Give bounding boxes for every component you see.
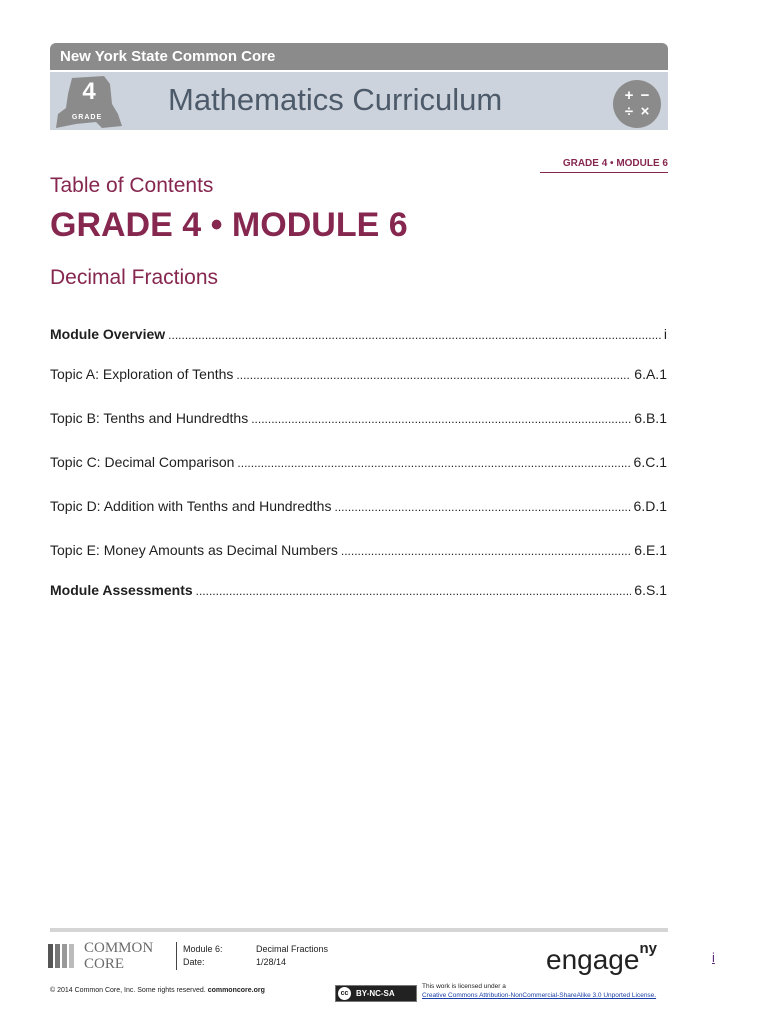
toc-entry-module-overview[interactable] — [50, 326, 667, 342]
toc-entry-topic-a[interactable] — [50, 366, 667, 382]
common-core-wordmark — [84, 940, 153, 972]
multiply-icon: × — [640, 103, 650, 120]
toc-entry-module-assessments[interactable] — [50, 582, 667, 598]
toc-label: Table of Contents — [50, 174, 214, 197]
divide-icon: ÷ — [624, 103, 634, 120]
cc-icon: cc — [338, 987, 351, 1000]
plus-icon: + — [624, 87, 634, 104]
toc-entry-page: 6.C.1 — [633, 454, 667, 470]
toc-entry-page: 6.B.1 — [634, 410, 667, 426]
toc-dot-leader — [168, 328, 661, 342]
toc-entry-label: Module Assessments — [50, 582, 193, 598]
header-banner-main — [50, 72, 668, 130]
footer-date-label: Date: — [183, 957, 205, 967]
toc-entry-page: 6.D.1 — [633, 498, 667, 514]
footer-copyright — [50, 987, 265, 994]
toc-entry-page: i — [663, 326, 667, 342]
curriculum-title: Mathematics Curriculum — [168, 82, 503, 117]
footer-separator — [176, 942, 177, 970]
footer-rule — [50, 928, 668, 932]
toc-entry-topic-c[interactable] — [50, 454, 667, 470]
common-core-logo-icon — [48, 942, 80, 970]
toc-entry-topic-e[interactable] — [50, 542, 667, 558]
common-core-word-2: CORE — [84, 956, 125, 972]
header-banner-top — [50, 43, 668, 70]
running-header-tag: GRADE 4 • MODULE 6 — [540, 158, 668, 173]
creative-commons-badge[interactable] — [335, 985, 417, 1002]
footer-module-value: Decimal Fractions — [256, 944, 329, 954]
engageny-logo[interactable] — [546, 940, 657, 976]
module-subtitle: Decimal Fractions — [50, 266, 219, 289]
module-heading: GRADE 4 • MODULE 6 — [50, 206, 408, 244]
toc-dot-leader — [196, 584, 632, 598]
toc-entry-label: Topic C: Decimal Comparison — [50, 454, 235, 470]
engage-text: engage — [546, 944, 640, 975]
copyright-text: © 2014 Common Core, Inc. Some rights reserved. — [50, 987, 206, 994]
toc-entry-label: Topic B: Tenths and Hundredths — [50, 410, 249, 426]
license-text: This work is licensed under a — [422, 983, 506, 990]
cc-badge-text: BY-NC-SA — [356, 989, 395, 998]
footer-date-value: 1/28/14 — [256, 957, 287, 967]
toc-dot-leader — [341, 544, 631, 558]
toc-entry-label: Module Overview — [50, 326, 166, 342]
banner-top-text: New York State Common Core — [60, 48, 276, 65]
grade-word: GRADE — [71, 114, 103, 121]
toc-entry-page: 6.S.1 — [634, 582, 667, 598]
toc-entry-topic-d[interactable] — [50, 498, 667, 514]
toc-entry-page: 6.A.1 — [634, 366, 667, 382]
toc-entry-label: Topic A: Exploration of Tenths — [50, 366, 234, 382]
toc-dot-leader — [251, 412, 631, 426]
toc-dot-leader — [334, 500, 630, 514]
engage-sup: ny — [639, 940, 657, 957]
common-core-word-1: COMMON — [84, 940, 154, 956]
footer-page-number[interactable]: i — [712, 950, 715, 965]
minus-icon: − — [640, 87, 650, 104]
toc-entry-topic-b[interactable] — [50, 410, 667, 426]
toc-entry-page: 6.E.1 — [634, 542, 667, 558]
toc-dot-leader — [237, 456, 630, 470]
license-link[interactable]: Creative Commons Attribution-NonCommercial-ShareAlike 3.0 Unported License. — [422, 992, 657, 999]
math-operations-icon — [613, 80, 661, 128]
copyright-site: commoncore.org — [207, 987, 265, 994]
toc-entry-label: Topic E: Money Amounts as Decimal Numbers — [50, 542, 338, 558]
footer-module-label: Module 6: — [183, 944, 223, 954]
grade-number: 4 — [82, 78, 96, 105]
toc-dot-leader — [236, 368, 631, 382]
toc-entry-label: Topic D: Addition with Tenths and Hundredths — [50, 498, 332, 514]
